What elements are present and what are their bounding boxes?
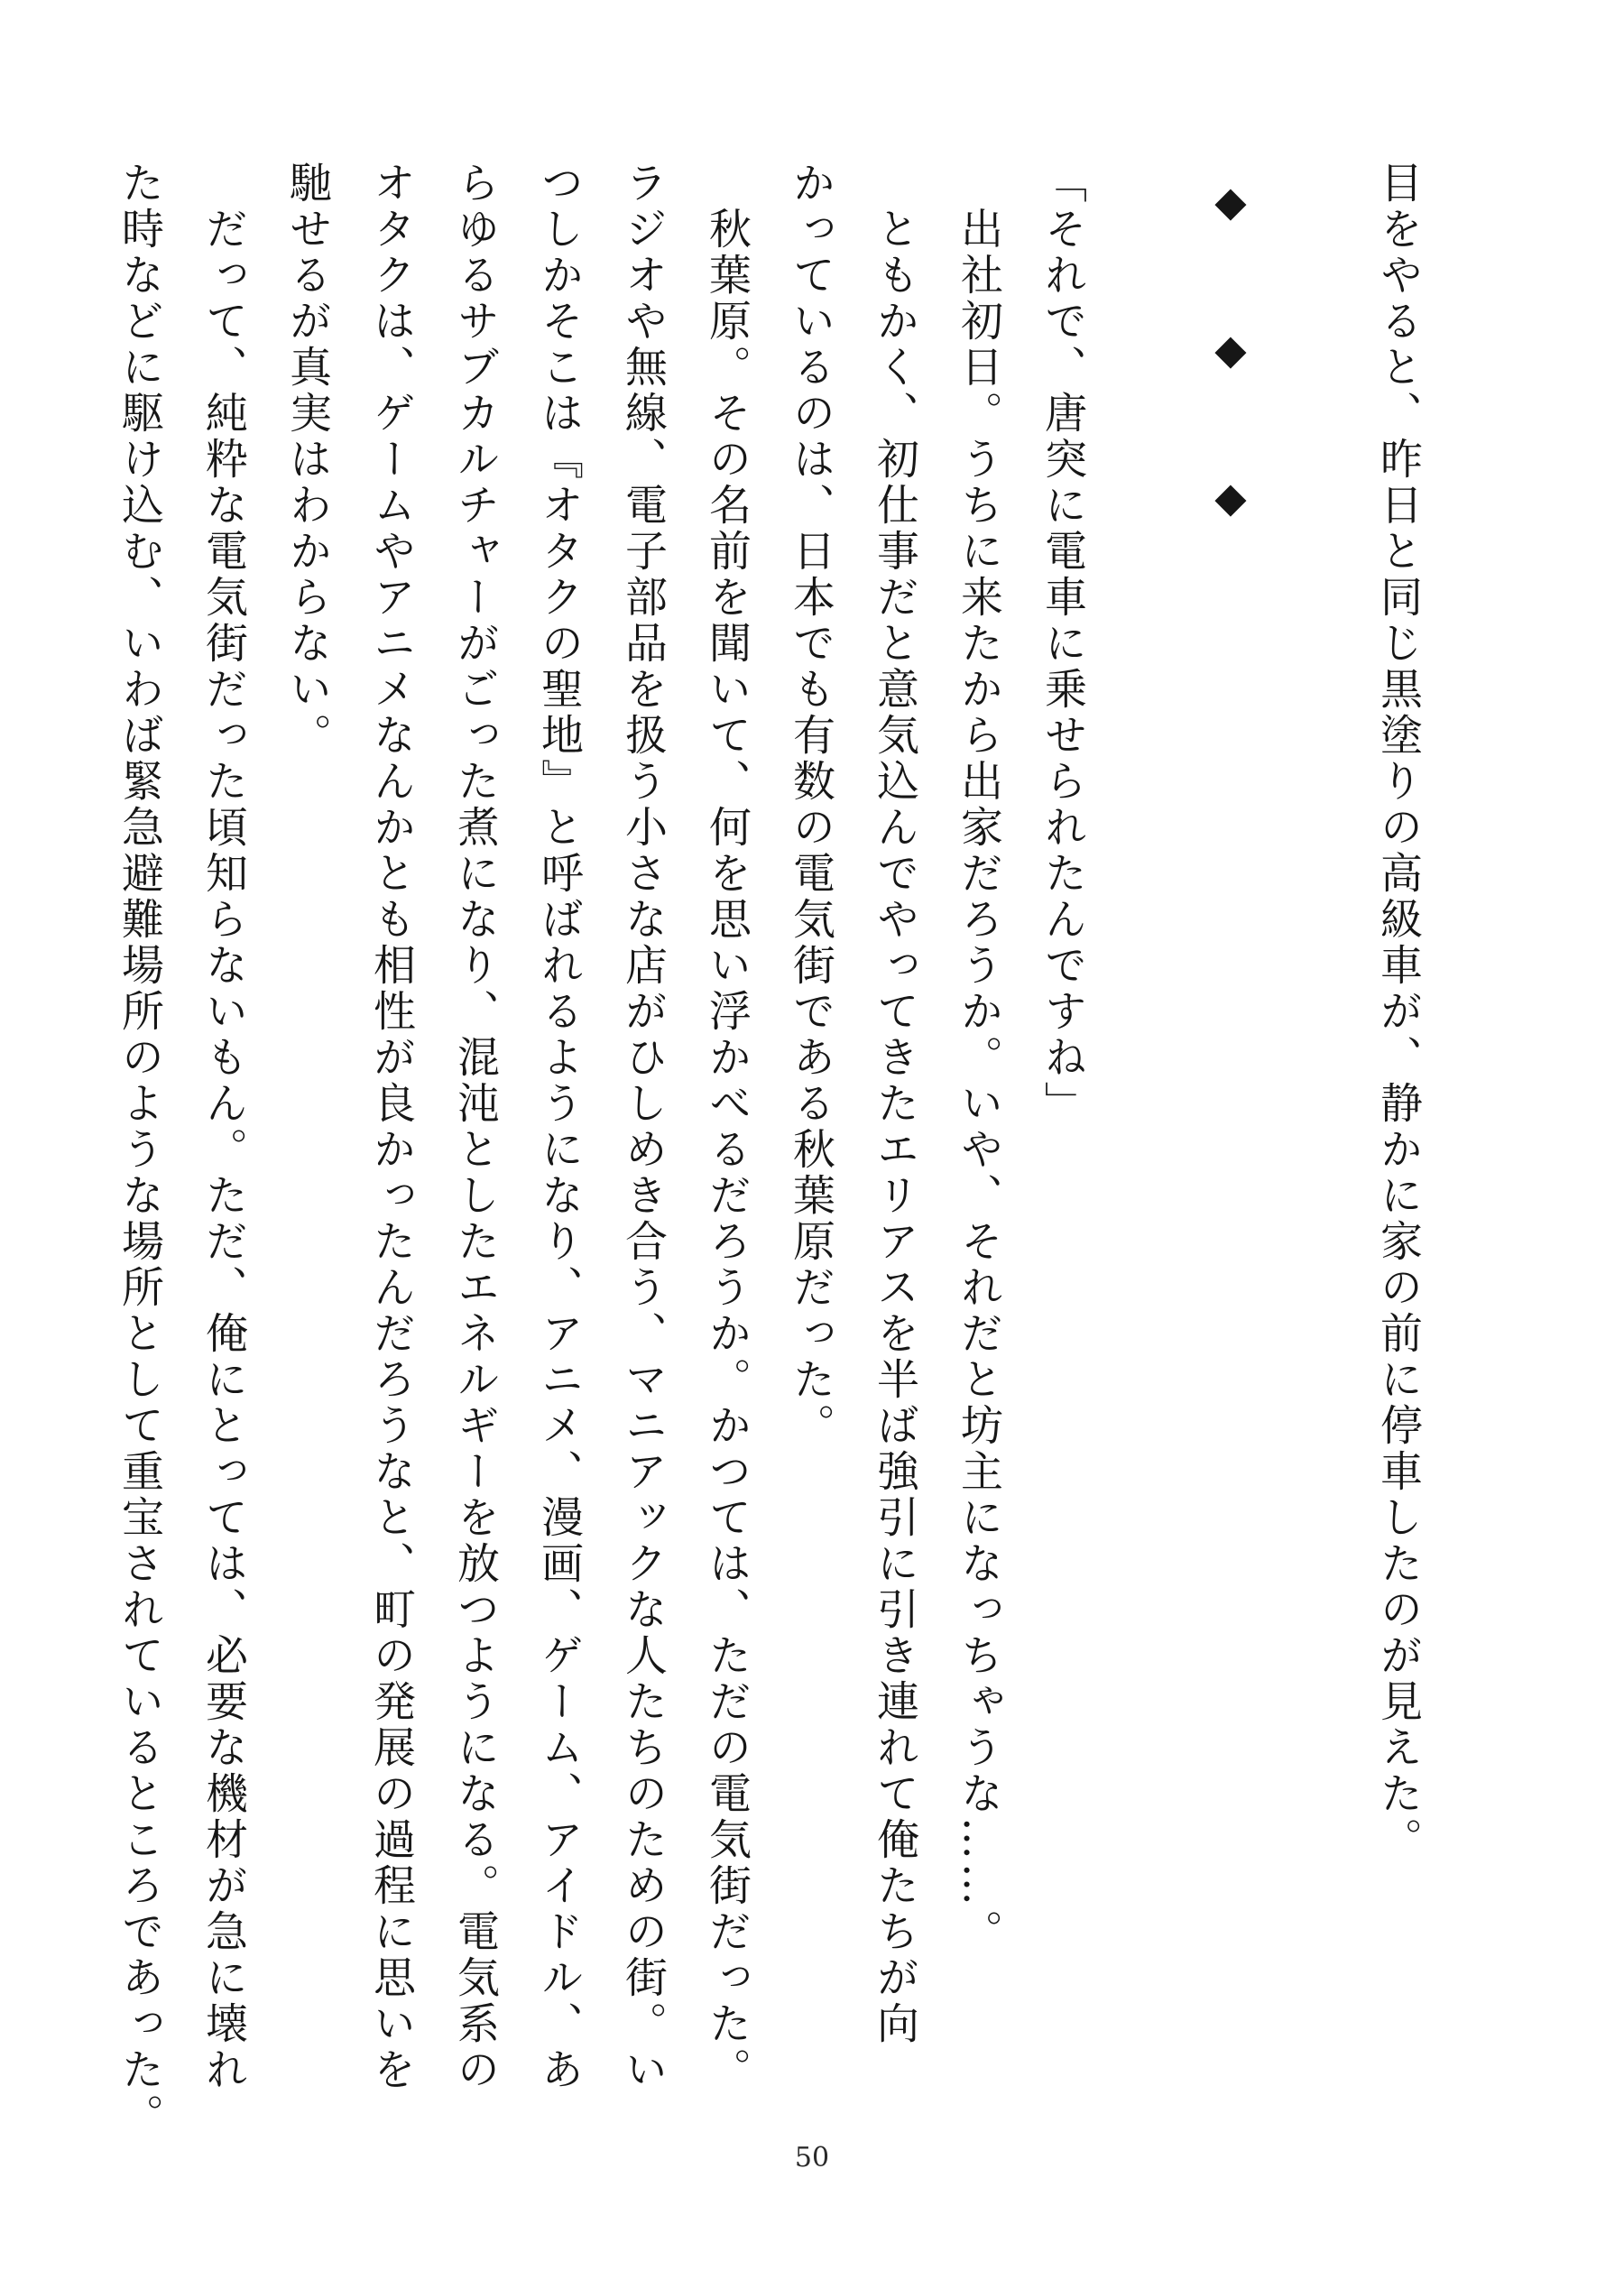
page-number: 50 [794,2142,830,2174]
text-line: ともかく、初仕事だと意気込んでやってきたエリアスを半ば強引に引き連れて俺たちが向 [870,161,919,2047]
text-line: 秋葉原。その名前を聞いて、何を思い浮かべるだろうか。かつては、ただの電気街だった。 [702,161,752,2093]
vertical-body-text [114,161,1440,2139]
text-line: 出社初日。うちに来たから出家だろうか。いや、それだと坊主になっちゃうな……。 [954,161,1003,1955]
text-line: た時などに駆け込む、いわば緊急避難場所のような場所として重宝されているところであった。 [115,161,164,2139]
text-line: らゆるサブカルチャーがごった煮になり、混沌としたエネルギーを放つようになる。電気系の [450,161,500,2093]
text-line: 馳せるが真実はわからない。 [282,161,332,759]
text-line: つしかそこは『オタクの聖地』と呼ばれるようになり、アニメ、漫画、ゲーム、アイドル、あ [534,161,584,2093]
blank-line [1104,161,1188,2019]
text-line: ラジオや無線、電子部品を扱う小さな店がひしめき合う、マニアックな人たちのための街。い [618,161,668,2093]
text-line: 「それで、唐突に電車に乗せられたんですね」 [1038,161,1087,1127]
text-line: かっているのは、日本でも有数の電気街である秋葉原だった。 [786,161,835,1449]
text-line: 目をやると、昨日と同じ黒塗りの高級車が、静かに家の前に停車したのが見えた。 [1373,161,1423,1863]
section-divider: ◆ ◆ ◆ [1206,177,1255,550]
text-line: オタクは、ゲームやアニメなんかとも相性が良かったんだろうなと、町の発展の過程に思いを [366,161,416,2093]
blank-line [1272,161,1356,2019]
text-line: だって、純粋な電気街だった頃知らないもん。ただ、俺にとっては、必要な機材が急に壊れ [198,161,248,2093]
